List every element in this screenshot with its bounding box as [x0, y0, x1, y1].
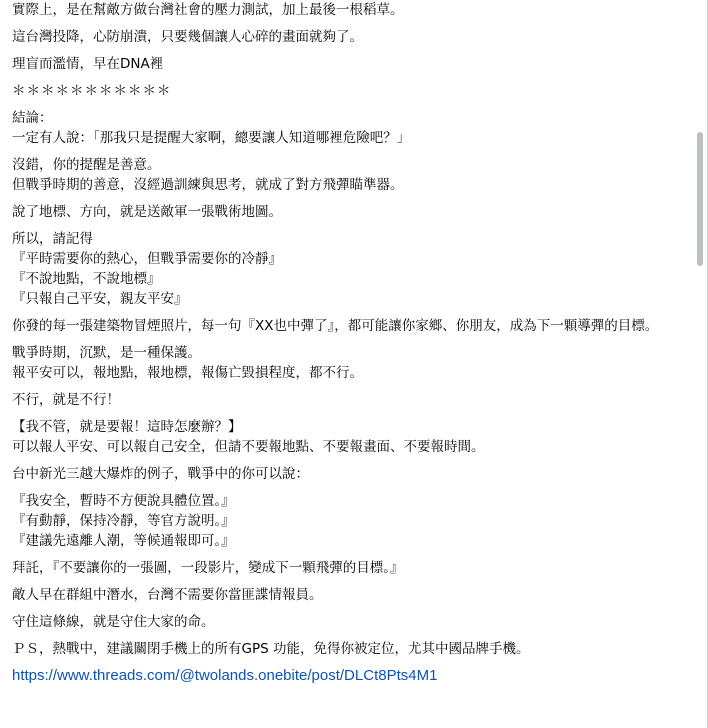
paragraph [12, 585, 682, 605]
paragraph [12, 27, 682, 47]
post-line: 『只報自己平安，親友平安』 [12, 291, 188, 307]
post-line: 守住這條線，就是守住大家的命。 [12, 614, 215, 630]
post-line: 一定有人說：「那我只是提醒大家啊，總要讓人知道哪裡危險吧？」 [12, 130, 411, 146]
post-line: 台中新光三越大爆炸的例子，戰爭中的你可以說： [12, 466, 309, 482]
paragraph [12, 0, 682, 20]
post-line: 理盲而濫情，早在DNA裡 [12, 56, 164, 72]
paragraph [12, 417, 682, 457]
post-line: 不行，就是不行！ [12, 392, 120, 408]
paragraph [12, 108, 682, 148]
post-line: 你發的每一張建築物冒煙照片，每一句『XX也中彈了』，都可能讓你家鄉、你朋友，成為下一顆導彈的目標。 [12, 318, 659, 334]
paragraph [12, 343, 682, 383]
post-line: ＰＳ，熱戰中，建議關閉手機上的所有GPS 功能，免得你被定位，尤其中國品牌手機。 [12, 641, 530, 657]
post-line: 【我不管，就是要報！這時怎麼辦？】 [12, 419, 242, 435]
post-line: 『我安全，暫時不方便說具體位置。』 [12, 493, 235, 509]
post-line: 『有動靜，保持冷靜，等官方說明。』 [12, 513, 235, 529]
paragraph [12, 612, 682, 632]
paragraph [12, 491, 682, 551]
paragraph [12, 316, 682, 336]
paragraph [12, 558, 682, 578]
post-line: 沒錯，你的提醒是善意。 [12, 157, 161, 173]
post-line: 拜託，『不要讓你的一張圖，一段影片，變成下一顆飛彈的目標。』 [12, 560, 404, 576]
post-line: 『平時需要你的熱心，但戰爭需要你的冷靜』 [12, 251, 282, 267]
paragraph [12, 155, 682, 195]
paragraph [12, 464, 682, 484]
post-line: 說了地標、方向，就是送敵軍一張戰術地圖。 [12, 204, 282, 220]
paragraph [12, 81, 682, 101]
scrollbar[interactable] [696, 0, 704, 728]
paragraph [12, 390, 682, 410]
paragraph [12, 229, 682, 309]
paragraph [12, 202, 682, 222]
post-line: 敵人早在群組中潛水，台灣不需要你當匪諜情報員。 [12, 587, 323, 603]
threads-post-link[interactable]: https://www.threads.com/@twolands.onebite/post/DLCt8Pts4M1 [12, 667, 438, 684]
paragraph [12, 639, 682, 659]
paragraph [12, 54, 682, 74]
post-line: 所以，請記得 [12, 231, 93, 247]
post-line: 實際上，是在幫敵方做台灣社會的壓力測試，加上最後一根稻草。 [12, 2, 404, 18]
post-line: 這台灣投降，心防崩潰，只要幾個讓人心碎的畫面就夠了。 [12, 29, 363, 45]
post-line: 『不說地點，不說地標』 [12, 271, 161, 287]
post-line: 報平安可以，報地點，報地標，報傷亡毀損程度，都不行。 [12, 365, 363, 381]
separator-stars: ＊＊＊＊＊＊＊＊＊＊＊ [12, 83, 172, 99]
post-line: 『建議先遠離人潮，等候通報即可。』 [12, 533, 235, 549]
post-line: 戰爭時期，沉默，是一種保護。 [12, 345, 201, 361]
post-line: 但戰爭時期的善意，沒經過訓練與思考，就成了對方飛彈瞄準器。 [12, 177, 404, 193]
post-line: 結論： [12, 110, 53, 126]
post-body [12, 0, 682, 686]
post-line: 可以報人平安、可以報自己安全，但請不要報地點、不要報畫面、不要報時間。 [12, 439, 485, 455]
scrollbar-thumb[interactable] [697, 132, 703, 266]
